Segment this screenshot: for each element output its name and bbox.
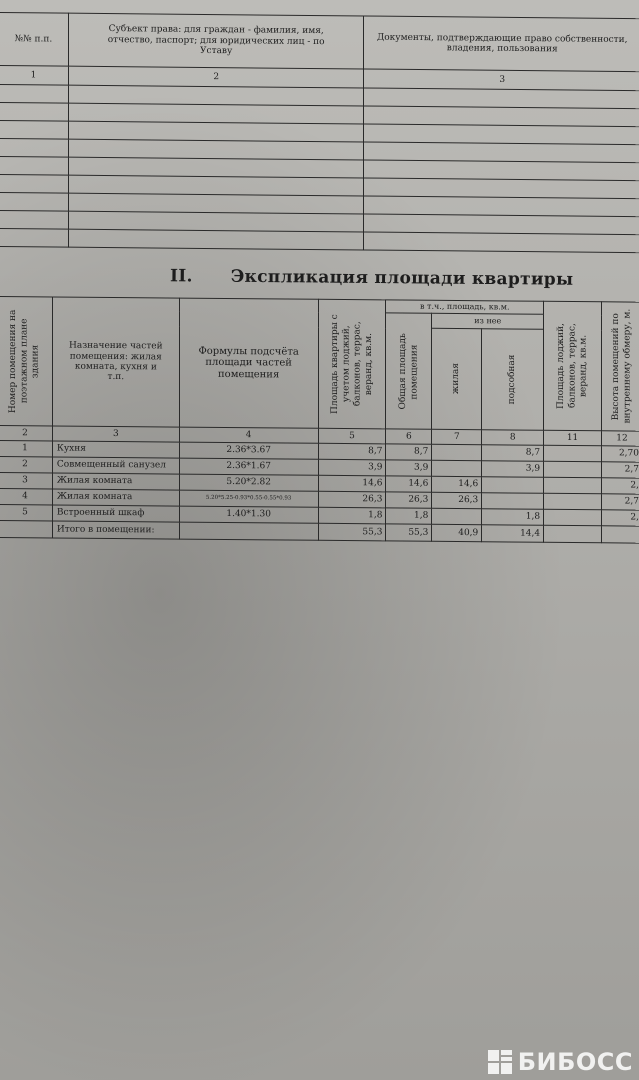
col-number: 2 <box>68 66 364 88</box>
total-living-area: 40,9 <box>432 524 482 541</box>
header-number: №№ п.п. <box>0 13 68 67</box>
col-number: 3 <box>364 69 639 91</box>
room-no: 1 <box>0 441 52 457</box>
header-documents: Документы, подтверждающие право собственности, владения, пользования <box>364 16 639 72</box>
room-total-area: 14,6 <box>386 476 432 492</box>
room-height: 2,7 <box>602 462 639 478</box>
col-number: 6 <box>386 429 432 444</box>
room-height: 2,7 <box>602 494 639 510</box>
room-no: 5 <box>0 505 52 521</box>
room-height: 2, <box>602 478 639 494</box>
room-total-area: 1,8 <box>386 508 432 524</box>
header-height: Высота помещений по внутреннему обмеру, м. <box>610 309 632 424</box>
room-total-area: 3,9 <box>386 460 432 476</box>
room-name: Кухня <box>52 441 179 458</box>
header-living: жилая <box>451 363 462 395</box>
col-number: 3 <box>52 426 179 442</box>
room-name: Жилая комната <box>52 473 179 490</box>
room-loggia-area <box>544 477 602 494</box>
watermark <box>487 1048 633 1076</box>
room-loggia-area <box>544 445 602 462</box>
room-living-area <box>432 460 482 476</box>
rights-table <box>0 12 639 253</box>
section-title: Экспликация площади квартиры <box>230 266 574 290</box>
section-number: II. <box>169 266 193 287</box>
explication-table <box>0 296 639 544</box>
col-number: 12 <box>602 431 639 446</box>
col-number: 7 <box>432 429 482 444</box>
header-subject: Субъект права: для граждан - фамилия, имя, отчество, паспорт; для юридических лиц - по Уставу <box>68 13 364 69</box>
section-heading <box>170 266 574 290</box>
room-name: Встроенный шкаф <box>52 505 179 522</box>
col-number: 8 <box>482 430 544 446</box>
header-room-no: Номер помещения на поэтажном плане здания <box>8 309 41 413</box>
total-general-area: 55,3 <box>386 524 432 541</box>
header-formula: Формулы подсчёта площади частей помещения <box>179 298 318 428</box>
room-loggia-area <box>544 509 602 526</box>
room-formula: 5.20*2.82 <box>179 474 318 491</box>
room-area: 14,6 <box>318 475 386 492</box>
room-height: 2,70 <box>602 446 639 462</box>
room-formula: 2.36*1.67 <box>179 458 318 475</box>
room-no: 4 <box>0 489 52 505</box>
room-aux-area: 1,8 <box>482 509 544 526</box>
room-height: 2, <box>602 510 639 526</box>
total-aux-area: 14,4 <box>482 525 544 543</box>
watermark-text: БИБОСС <box>517 1048 633 1076</box>
total-label: Итого в помещении: <box>52 521 179 539</box>
room-total-area: 8,7 <box>386 444 432 460</box>
header-of-which: из нее <box>432 313 544 329</box>
room-formula: 5.20*5.25-0.93*0.55-0.55*0.93 <box>179 490 318 507</box>
col-number: 4 <box>179 427 318 443</box>
room-area: 26,3 <box>318 491 386 508</box>
room-loggia-area <box>544 493 602 510</box>
header-area-with-loggia: Площадь квартиры с учетом лоджий, балконов, террас, веранд, кв.м. <box>329 314 374 414</box>
header-incl-group: в т.ч., площадь, кв.м. <box>386 300 544 314</box>
col-number: 5 <box>318 428 386 444</box>
room-no: 3 <box>0 473 52 489</box>
total-area: 55,3 <box>318 523 386 541</box>
room-aux-area: 8,7 <box>482 445 544 462</box>
room-no: 2 <box>0 457 52 473</box>
col-number: 1 <box>0 66 68 86</box>
watermark-logo-icon <box>487 1049 513 1075</box>
header-loggia-area: Площадь лоджий, балконов, террас, веранд, кв.м. <box>555 322 589 409</box>
room-formula: 2.36*3.67 <box>179 442 318 459</box>
col-number: 11 <box>544 430 602 446</box>
room-aux-area <box>482 493 544 510</box>
header-purpose: Назначение частей помещения: жилая комната, кухня и т.п. <box>52 297 179 427</box>
header-auxiliary: подсобная <box>507 354 518 405</box>
room-aux-area: 3,9 <box>482 461 544 478</box>
room-area: 3,9 <box>318 459 386 476</box>
room-living-area: 26,3 <box>432 492 482 508</box>
room-name: Жилая комната <box>52 489 179 506</box>
room-living-area <box>432 508 482 524</box>
room-aux-area <box>482 477 544 494</box>
header-total-area: Общая площадь помещения <box>397 332 419 410</box>
room-area: 1,8 <box>318 507 386 524</box>
room-area: 8,7 <box>318 443 386 460</box>
room-living-area: 14,6 <box>432 476 482 492</box>
room-formula: 1.40*1.30 <box>179 506 318 523</box>
room-name: Совмещенный санузел <box>52 457 179 474</box>
room-loggia-area <box>544 461 602 478</box>
room-total-area: 26,3 <box>386 492 432 508</box>
room-living-area <box>432 444 482 460</box>
col-number: 2 <box>0 426 52 441</box>
